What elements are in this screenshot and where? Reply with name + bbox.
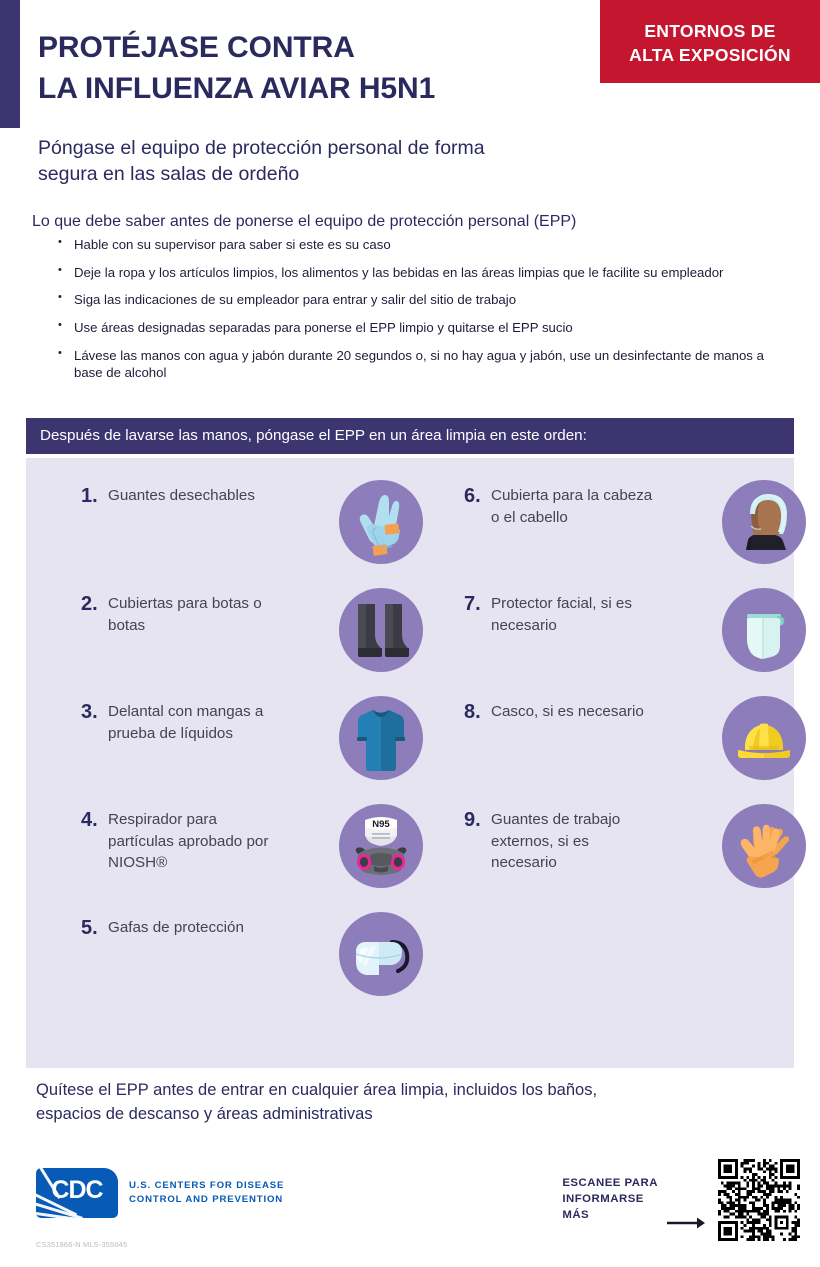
list-item: • Lávese las manos con agua y jabón durante 20 segundos o, si no hay agua y jabón, use un desinfectante de manos a base de alcohol	[56, 347, 796, 382]
don-order-heading-text: Después de lavarse las manos, póngase el EPP en un área limpia en este orden:	[40, 427, 587, 445]
n95-label: N95	[372, 819, 390, 830]
page-subtitle	[38, 136, 618, 188]
ppe-list-item	[81, 588, 453, 696]
title-line-2: LA INFLUENZA AVIAR H5N1	[38, 72, 436, 106]
ppe-item-number: 2.	[81, 593, 98, 615]
qr-caption-line-3: MÁS	[562, 1209, 590, 1222]
qr-caption-line-2: INFORMARSE	[562, 1192, 644, 1205]
ppe-list-item	[464, 480, 820, 588]
safety-goggles-icon	[339, 912, 423, 996]
list-item: • Hable con su supervisor para saber si este es su caso	[56, 236, 796, 254]
list-item: • Deje la ropa y los artículos limpios, los alimentos y las bebidas en las áreas limpias que le facilite su empleador	[56, 264, 796, 282]
ppe-list-item	[464, 696, 820, 804]
badge-line-2: ALTA EXPOSICIÓN	[629, 44, 791, 65]
face-shield-icon	[722, 588, 806, 672]
ppe-item-number: 6.	[464, 485, 481, 507]
title-line-1: PROTÉJASE CONTRA	[38, 31, 355, 64]
ppe-item-number: 7.	[464, 593, 481, 615]
doffing-note-line-1: Quítese el EPP antes de entrar en cualquier área limpia, incluidos los baños,	[36, 1081, 598, 1099]
doffing-note	[36, 1078, 736, 1126]
ppe-list-item	[81, 696, 453, 804]
badge-line-1: ENTORNOS DE	[644, 21, 776, 42]
ppe-item-label: Cubierta para la cabeza o el cabello	[491, 487, 653, 526]
work-gloves-icon	[722, 804, 806, 888]
ppe-list-item	[464, 588, 820, 696]
ppe-item-number: 5.	[81, 917, 98, 939]
ppe-item-number: 8.	[464, 701, 481, 723]
ppe-item-number: 9.	[464, 809, 481, 831]
ppe-list-item	[464, 804, 820, 912]
don-order-heading-bar	[26, 418, 794, 454]
ppe-item-label: Delantal con mangas a prueba de líquidos	[108, 703, 264, 742]
know-before-heading: Lo que debe saber antes de ponerse el equipo de protección personal (EPP)	[32, 213, 577, 230]
ppe-list-item	[81, 804, 453, 912]
cdc-agency-name	[129, 1179, 284, 1207]
qr-caption	[562, 1175, 658, 1226]
qr-code[interactable]	[716, 1157, 802, 1243]
cdc-logo	[36, 1168, 284, 1218]
ppe-list-item	[81, 480, 453, 588]
ppe-item-label: Respirador para partículas aprobado por NIOSH®	[108, 811, 269, 872]
cdc-logo-mark	[36, 1168, 118, 1218]
ppe-item-label: Cubiertas para botas o botas	[108, 595, 262, 634]
fluid-resistant-apron-icon	[339, 696, 423, 780]
disposable-gloves-icon	[339, 480, 423, 564]
boot-covers-icon	[339, 588, 423, 672]
ppe-item-label: Gafas de protección	[108, 919, 244, 936]
ppe-item-label: Casco, si es necesario	[491, 703, 644, 720]
ppe-column-left	[81, 480, 453, 1020]
don-order-panel	[26, 458, 794, 1068]
ppe-item-label: Guantes desechables	[108, 487, 255, 504]
ppe-item-number: 4.	[81, 809, 98, 831]
arrow-right-icon	[666, 1216, 706, 1235]
doffing-note-line-2: espacios de descanso y áreas administrativas	[36, 1105, 373, 1124]
high-exposure-badge	[600, 0, 820, 83]
niosh-respirator-icon	[339, 804, 423, 888]
ppe-item-label: Protector facial, si es necesario	[491, 595, 632, 634]
ppe-column-right	[464, 480, 820, 912]
list-item: • Siga las indicaciones de su empleador para entrar y salir del sitio de trabajo	[56, 291, 796, 309]
agency-line-2: CONTROL AND PREVENTION	[129, 1194, 284, 1205]
head-cover-icon	[722, 480, 806, 564]
agency-line-1: U.S. CENTERS FOR DISEASE	[129, 1180, 285, 1192]
list-item: • Use áreas designadas separadas para ponerse el EPP limpio y quitarse el EPP sucio	[56, 319, 796, 337]
ppe-item-number: 3.	[81, 701, 98, 723]
ppe-item-label: Guantes de trabajo externos, si es necesario	[491, 811, 621, 872]
ppe-list-item	[81, 912, 453, 1020]
qr-caption-line-1: ESCANEE PARA	[562, 1176, 658, 1189]
qr-scan-block	[562, 1157, 802, 1243]
ppe-item-number: 1.	[81, 485, 98, 507]
hard-hat-icon	[722, 696, 806, 780]
subtitle-line-1: Póngase el equipo de protección personal de forma	[38, 137, 485, 159]
cdc-logo-text: CDC	[51, 1176, 103, 1204]
publication-code: CS351866-N MLS-355045	[36, 1240, 128, 1249]
subtitle-line-2: segura en las salas de ordeño	[38, 162, 300, 185]
page-title	[38, 27, 598, 110]
left-accent-bar	[0, 0, 20, 128]
know-before-bullet-list	[56, 236, 796, 392]
